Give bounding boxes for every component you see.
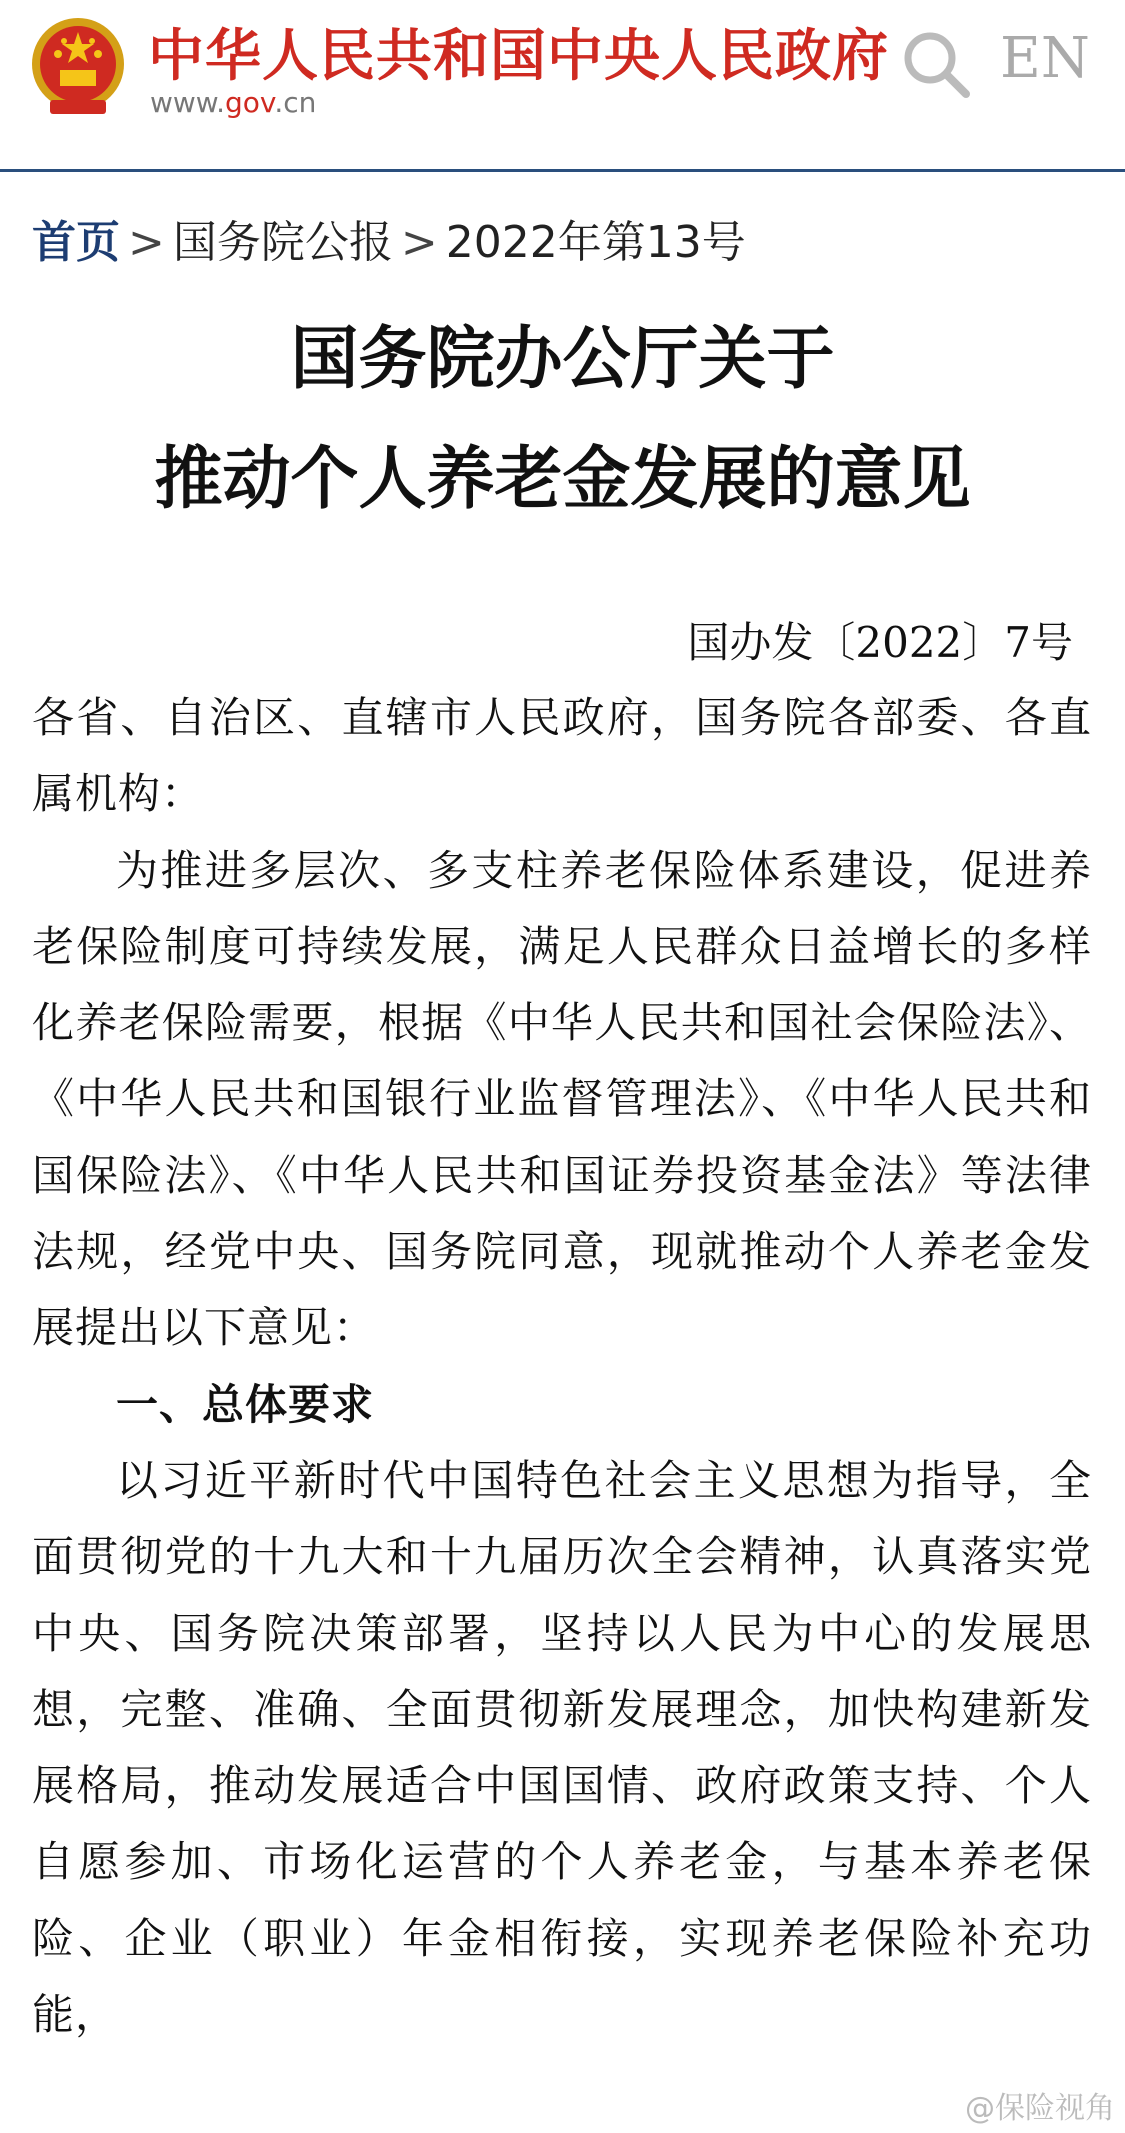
url-gov: gov (225, 86, 275, 119)
site-url[interactable] (150, 86, 316, 119)
national-emblem-icon[interactable] (28, 14, 128, 120)
breadcrumb-home-link[interactable]: 首页 (32, 217, 120, 268)
salutation: 各省、自治区、直辖市人民政府，国务院各部委、各直属机构： (32, 693, 1092, 819)
breadcrumb (32, 206, 746, 270)
section-heading: 一、总体要求 (116, 1379, 375, 1429)
site-header (0, 0, 1125, 172)
search-icon[interactable] (900, 28, 972, 100)
breadcrumb-bulletin-link[interactable]: 国务院公报 (172, 217, 393, 268)
paragraph-intro: 为推进多层次、多支柱养老保险体系建设，促进养老保险制度可持续发展，满足人民群众日益增长的多样化养老保险需要，根据《中华人民共和国社会保险法》、《中华人民共和国银行业监督管理法》、《中华人民共和国保险法》、《中华人民共和国证券投资基金法》等法律法规，经党中央、国务院同意，现就推动个人养老金发展提出以下意见： (32, 845, 1092, 1353)
site-name[interactable]: 中华人民共和国中央人民政府 (148, 24, 889, 89)
breadcrumb-separator: > (128, 217, 165, 268)
url-suffix: .cn (274, 86, 317, 119)
breadcrumb-issue-link[interactable]: 2022年第13号 (445, 217, 746, 268)
title-line-2: 推动个人养老金发展的意见 (154, 440, 971, 519)
watermark: @保险视角 (965, 2091, 1115, 2126)
document-number: 国办发〔2022〕7号 (687, 618, 1073, 667)
breadcrumb-separator: > (400, 217, 438, 268)
article-body (32, 680, 1092, 2053)
language-switch-button[interactable]: EN (1000, 26, 1090, 91)
article-title (0, 300, 1125, 540)
url-prefix: www. (150, 86, 226, 119)
paragraph-general-requirements: 以习近平新时代中国特色社会主义思想为指导，全面贯彻党的十九大和十九届历次全会精神，认真落实党中央、国务院决策部署，坚持以人民为中心的发展思想，完整、准确、全面贯彻新发展理念，加快构建新发展格局，推动发展适合中国国情、政府政策支持、个人自愿参加、市场化运营的个人养老金，与基本养老保险、企业（职业）年金相衔接，实现养老保险补充功能， (32, 1455, 1092, 2040)
title-line-1: 国务院办公厅关于 (290, 320, 835, 399)
